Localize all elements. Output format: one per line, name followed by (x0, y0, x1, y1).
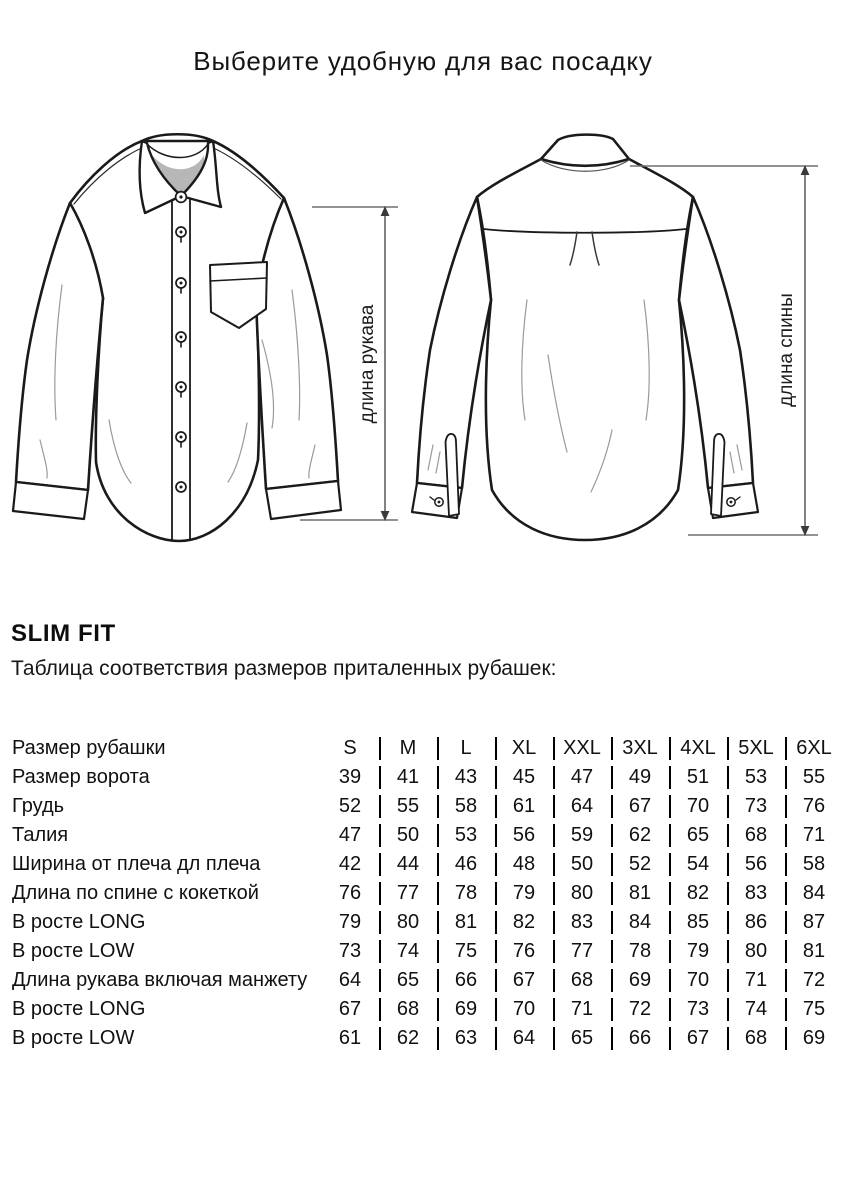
table-cell: 50 (379, 821, 437, 850)
table-cell: 71 (727, 966, 785, 995)
shirt-front-drawing (13, 134, 341, 541)
size-column-header: 5XL (727, 734, 785, 763)
table-cell: 75 (437, 937, 495, 966)
table-cell: 45 (495, 763, 553, 792)
sleeve-length-label: длина рукава (357, 304, 378, 424)
table-cell: 68 (379, 995, 437, 1024)
back-length-label: длина спины (776, 293, 797, 407)
table-row (12, 792, 844, 821)
table-cell: 64 (338, 969, 362, 991)
row-label: Размер ворота (12, 766, 150, 788)
table-cell: 71 (553, 995, 611, 1024)
table-cell: 86 (727, 908, 785, 937)
table-cell: 43 (437, 763, 495, 792)
table-cell: 70 (495, 995, 553, 1024)
table-cell: 69 (785, 1024, 843, 1053)
table-cell: 76 (495, 937, 553, 966)
table-cell: 68 (553, 966, 611, 995)
table-cell: 78 (611, 937, 669, 966)
table-cell: 68 (727, 1024, 785, 1053)
table-cell: 70 (669, 792, 727, 821)
table-cell: 64 (495, 1024, 553, 1053)
table-cell: 50 (553, 850, 611, 879)
size-column-header: XL (495, 734, 553, 763)
table-cell: 81 (611, 879, 669, 908)
table-cell: 80 (379, 908, 437, 937)
table-cell: 72 (611, 995, 669, 1024)
table-cell: 84 (611, 908, 669, 937)
table-cell: 53 (727, 763, 785, 792)
table-cell: 55 (379, 792, 437, 821)
table-row (12, 937, 844, 966)
table-cell: 58 (785, 850, 843, 879)
table-cell: 41 (379, 763, 437, 792)
row-label: В росте LONG (12, 998, 146, 1020)
table-cell: 56 (495, 821, 553, 850)
table-cell: 80 (553, 879, 611, 908)
table-cell: 73 (338, 940, 362, 962)
table-cell: 67 (495, 966, 553, 995)
table-cell: 53 (437, 821, 495, 850)
table-cell: 74 (727, 995, 785, 1024)
row-label: Длина рукава включая манжету (12, 969, 308, 991)
table-cell: 84 (785, 879, 843, 908)
table-row (12, 763, 844, 792)
table-cell: 78 (437, 879, 495, 908)
table-cell: 75 (785, 995, 843, 1024)
table-row (12, 734, 844, 763)
table-cell: 74 (379, 937, 437, 966)
table-row (12, 908, 844, 937)
table-cell: 72 (785, 966, 843, 995)
row-label: Размер рубашки (12, 737, 166, 759)
table-cell: 69 (611, 966, 669, 995)
table-cell: 47 (553, 763, 611, 792)
table-cell: 65 (669, 821, 727, 850)
table-cell: 83 (727, 879, 785, 908)
table-cell: 70 (669, 966, 727, 995)
table-cell: 81 (785, 937, 843, 966)
table-cell: 67 (611, 792, 669, 821)
table-cell: 82 (495, 908, 553, 937)
table-cell: 67 (338, 998, 362, 1020)
table-cell: 61 (338, 1027, 362, 1049)
table-cell: 79 (669, 937, 727, 966)
table-cell: 63 (437, 1024, 495, 1053)
table-cell: 66 (611, 1024, 669, 1053)
table-row (12, 879, 844, 908)
table-cell: 46 (437, 850, 495, 879)
table-cell: 82 (669, 879, 727, 908)
row-label: В росте LONG (12, 911, 146, 933)
row-label: Талия (12, 824, 69, 846)
size-column-header: S (343, 737, 357, 759)
row-label: В росте LOW (12, 1027, 135, 1049)
size-column-header: XXL (553, 734, 611, 763)
size-column-header: L (437, 734, 495, 763)
table-cell: 58 (437, 792, 495, 821)
table-cell: 39 (338, 766, 362, 788)
table-cell: 85 (669, 908, 727, 937)
table-cell: 42 (338, 853, 362, 875)
table-cell: 87 (785, 908, 843, 937)
size-column-header: 6XL (785, 734, 843, 763)
table-cell: 73 (727, 792, 785, 821)
size-column-header: 3XL (611, 734, 669, 763)
table-cell: 81 (437, 908, 495, 937)
table-cell: 49 (611, 763, 669, 792)
table-row (12, 966, 844, 995)
table-cell: 73 (669, 995, 727, 1024)
table-cell: 62 (379, 1024, 437, 1053)
size-column-header: M (379, 734, 437, 763)
row-label: Ширина от плеча дл плеча (12, 853, 261, 875)
table-cell: 68 (727, 821, 785, 850)
table-row (12, 1024, 844, 1053)
size-table (12, 734, 844, 1053)
table-cell: 54 (669, 850, 727, 879)
table-cell: 65 (553, 1024, 611, 1053)
shirt-diagram (0, 110, 846, 580)
table-cell: 62 (611, 821, 669, 850)
table-cell: 83 (553, 908, 611, 937)
table-cell: 79 (338, 911, 362, 933)
row-label: В росте LOW (12, 940, 135, 962)
table-cell: 76 (338, 882, 362, 904)
table-cell: 47 (338, 824, 362, 846)
table-cell: 80 (727, 937, 785, 966)
table-cell: 51 (669, 763, 727, 792)
table-cell: 52 (611, 850, 669, 879)
shirt-back-drawing (412, 135, 758, 540)
table-cell: 61 (495, 792, 553, 821)
table-cell: 69 (437, 995, 495, 1024)
table-cell: 56 (727, 850, 785, 879)
table-cell: 52 (338, 795, 362, 817)
size-column-header: 4XL (669, 734, 727, 763)
fit-section-heading: SLIM FIT (11, 620, 116, 647)
table-cell: 64 (553, 792, 611, 821)
table-cell: 71 (785, 821, 843, 850)
table-row (12, 821, 844, 850)
table-cell: 59 (553, 821, 611, 850)
table-caption: Таблица соответствия размеров приталенных рубашек: (11, 657, 557, 680)
table-cell: 67 (669, 1024, 727, 1053)
table-cell: 77 (379, 879, 437, 908)
table-row (12, 995, 844, 1024)
table-cell: 76 (785, 792, 843, 821)
table-row (12, 850, 844, 879)
table-cell: 65 (379, 966, 437, 995)
table-cell: 66 (437, 966, 495, 995)
row-label: Длина по спине с кокеткой (12, 882, 259, 904)
table-cell: 55 (785, 763, 843, 792)
table-cell: 48 (495, 850, 553, 879)
table-cell: 77 (553, 937, 611, 966)
table-cell: 44 (379, 850, 437, 879)
page-title: Выберите удобную для вас посадку (193, 46, 653, 76)
row-label: Грудь (12, 795, 65, 817)
table-cell: 79 (495, 879, 553, 908)
